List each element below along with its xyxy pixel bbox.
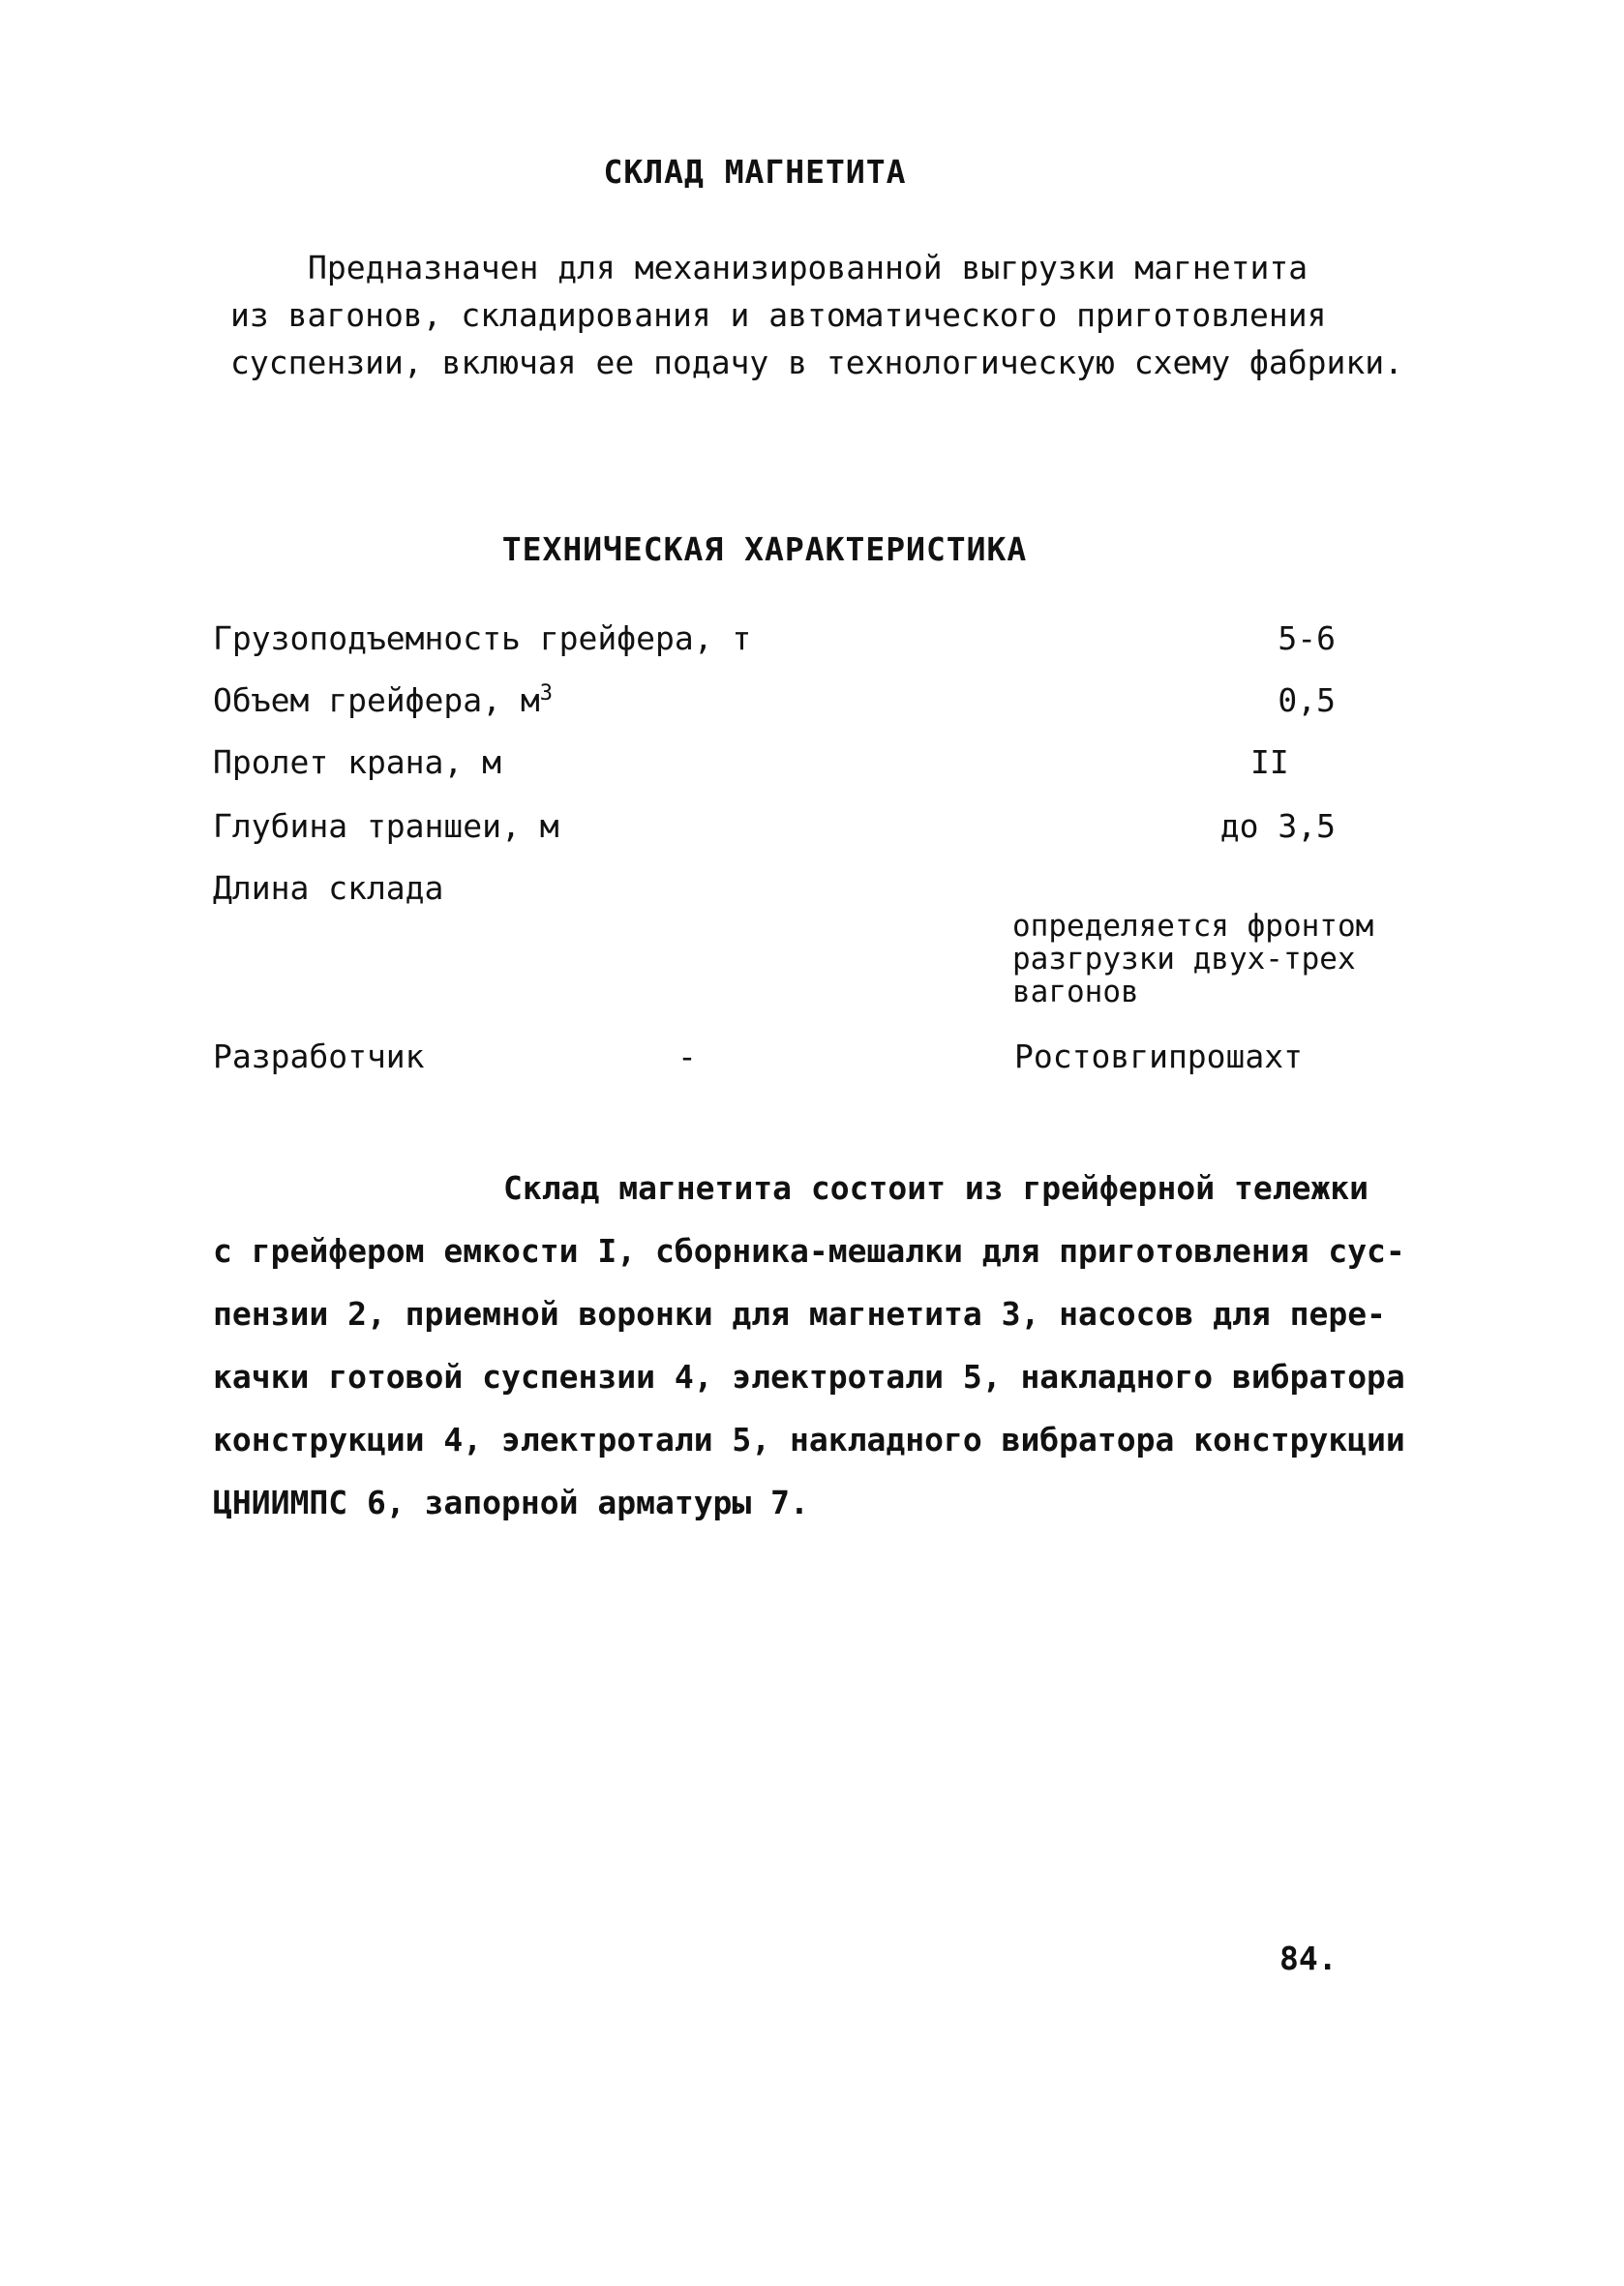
spec-label: Длина склада — [213, 869, 444, 907]
intro-line: Предназначен для механизированной выгрузки магнетита — [308, 249, 1308, 286]
spec-value: до 3,5 — [1219, 807, 1336, 845]
spec-label — [213, 681, 553, 719]
body-line: качки готовой суспензии 4, электротали 5, накладного вибратора — [213, 1358, 1405, 1396]
spec-row-trench-depth — [213, 807, 1374, 856]
body-line: Склад магнетита состоит из грейферной тележки — [503, 1169, 1369, 1207]
spec-row-grab-capacity — [213, 619, 1374, 668]
spec-label-superscript: 3 — [539, 681, 554, 706]
intro-paragraph — [230, 244, 1489, 386]
spec-row-grab-volume — [213, 681, 1374, 730]
spec-label-text: Объем грейфера, м — [213, 681, 540, 719]
body-line: конструкции 4, электротали 5, накладного вибратора конструкции — [213, 1421, 1405, 1459]
body-line: пензии 2, приемной воронки для магнетита 3, насосов для пере- — [213, 1295, 1386, 1333]
document-title: СКЛАД МАГНЕТИТА — [603, 153, 907, 191]
warehouse-length-value — [1012, 910, 1419, 1008]
developer-label: Разработчик — [213, 1038, 425, 1075]
length-value-line: разгрузки двух-трех — [1012, 942, 1356, 977]
spec-heading: ТЕХНИЧЕСКАЯ ХАРАКТЕРИСТИКА — [501, 530, 1028, 568]
page-number: 84. — [1279, 1940, 1338, 1977]
spec-value: II — [1250, 743, 1289, 781]
spec-value: 5-6 — [1278, 619, 1336, 657]
body-paragraph — [213, 1157, 1432, 1534]
spec-row-crane-span — [213, 743, 1374, 792]
developer-value: Ростовгипрошахт — [1014, 1038, 1304, 1075]
body-line: с грейфером емкости I, сборника-мешалки для приготовления сус- — [213, 1232, 1405, 1270]
spec-label: Пролет крана, м — [213, 743, 502, 781]
spec-label: Грузоподъемность грейфера, т — [213, 619, 752, 657]
intro-line: из вагонов, складирования и автоматического приготовления — [230, 296, 1327, 334]
length-value-line: определяется фронтом — [1012, 909, 1374, 944]
intro-line: суспензии, включая ее подачу в технологическую схему фабрики. — [230, 344, 1403, 381]
length-value-line: вагонов — [1012, 975, 1139, 1009]
body-line: ЦНИИМПС 6, запорной арматуры 7. — [213, 1484, 809, 1521]
spec-label: Глубина траншеи, м — [213, 807, 559, 845]
developer-dash: - — [677, 1038, 697, 1075]
spec-value: 0,5 — [1278, 681, 1336, 719]
